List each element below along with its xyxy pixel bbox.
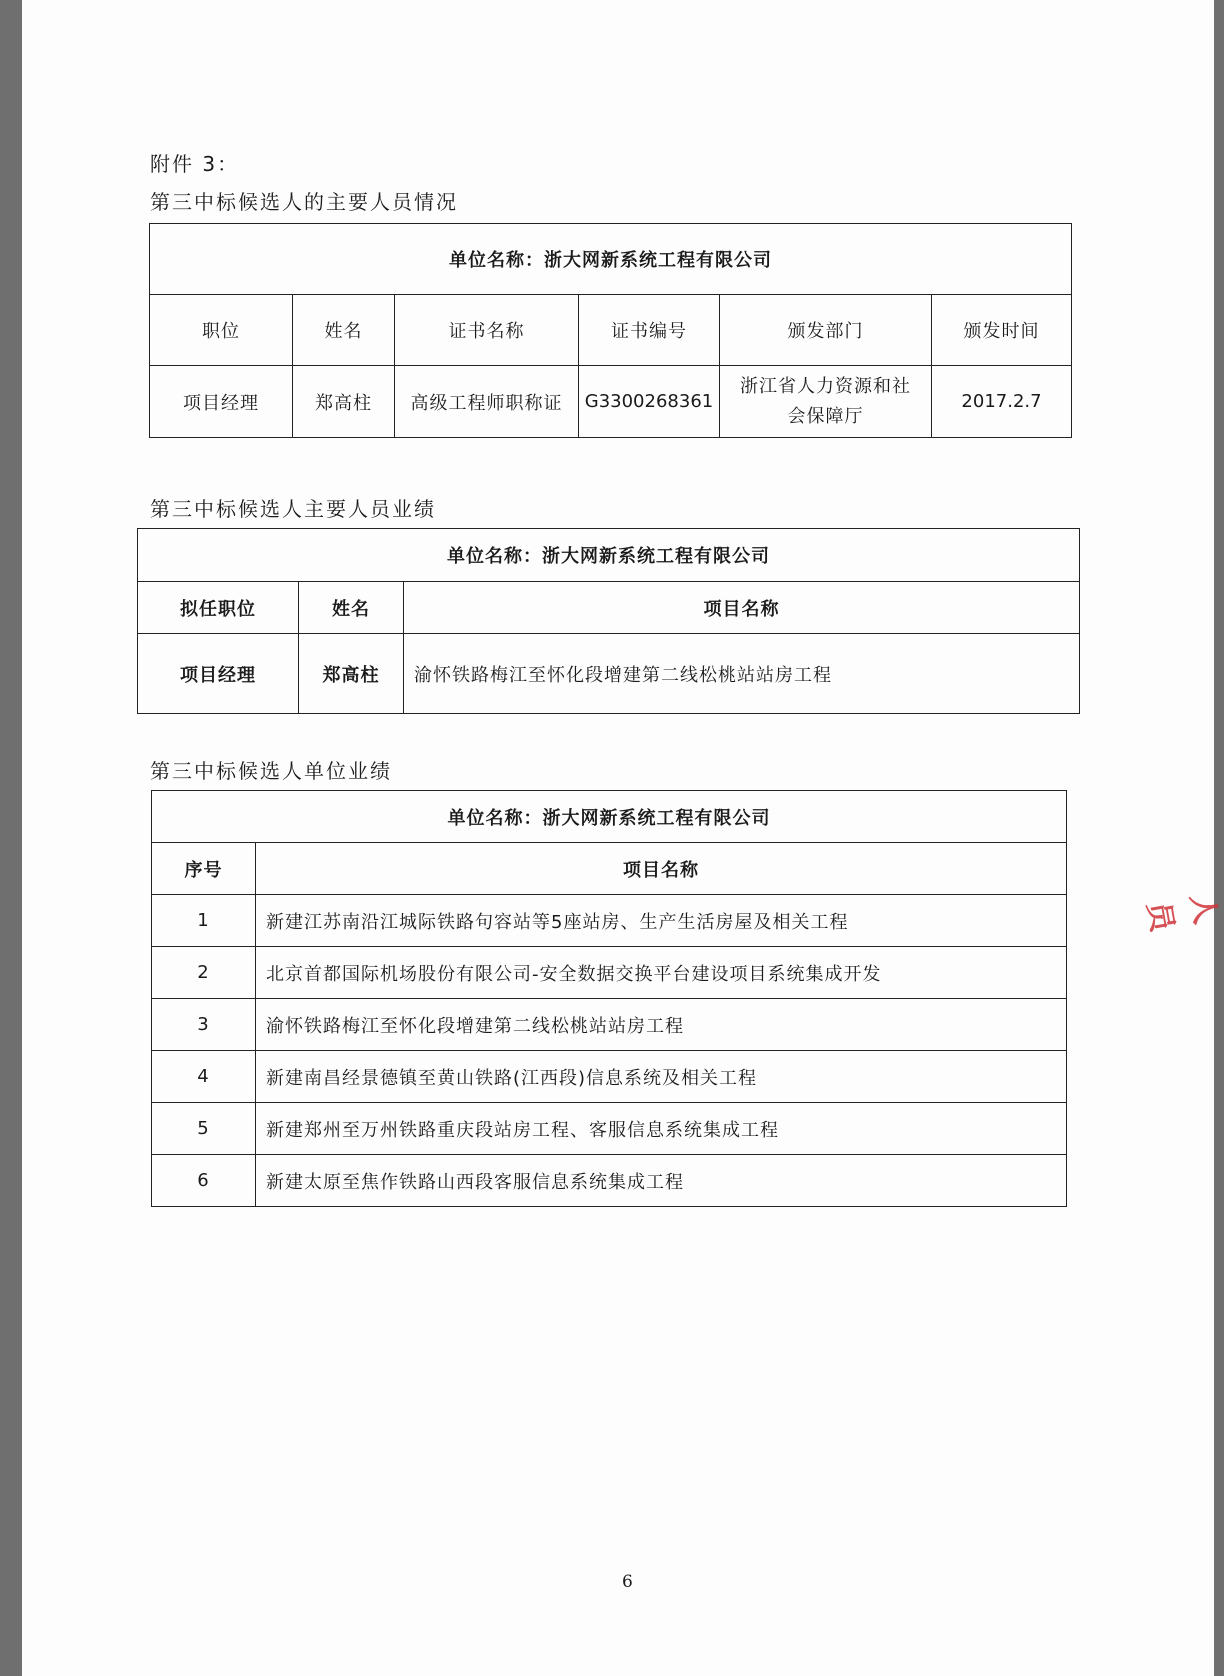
attachment-label: 附件 3： [150, 152, 240, 176]
row-number-cell: 3 [152, 999, 256, 1051]
section2-title: 第三中标候选人主要人员业绩 [150, 497, 436, 521]
row-number-cell: 2 [152, 947, 256, 999]
row-number-cell: 6 [152, 1155, 256, 1207]
header-cell: 颁发部门 [720, 295, 932, 366]
company-performance-table [151, 790, 1067, 1207]
personnel-table [149, 223, 1072, 438]
name-cell: 郑高柱 [299, 634, 404, 714]
seal-stamp: 人 员 [1139, 891, 1223, 935]
header-cell: 序号 [152, 843, 256, 895]
project-cell: 渝怀铁路梅江至怀化段增建第二线松桃站站房工程 [256, 999, 1067, 1051]
header-cell: 姓名 [293, 295, 395, 366]
project-cell: 新建郑州至万州铁路重庆段站房工程、客服信息系统集成工程 [256, 1103, 1067, 1155]
table-row [152, 999, 1067, 1051]
header-cell: 项目名称 [404, 582, 1080, 634]
document-page [22, 0, 1223, 1676]
position-cell: 项目经理 [150, 366, 293, 438]
issuer-cell [720, 366, 932, 438]
project-cell: 新建南昌经景德镇至黄山铁路(江西段)信息系统及相关工程 [256, 1051, 1067, 1103]
project-cell: 渝怀铁路梅江至怀化段增建第二线松桃站站房工程 [404, 634, 1080, 714]
header-cell: 颁发时间 [932, 295, 1072, 366]
unit-name-cell: 单位名称：浙大网新系统工程有限公司 [152, 791, 1067, 843]
date-cell: 2017.2.7 [932, 366, 1072, 438]
project-cell: 新建太原至焦作铁路山西段客服信息系统集成工程 [256, 1155, 1067, 1207]
header-cell: 职位 [150, 295, 293, 366]
name-cell: 郑高柱 [293, 366, 395, 438]
table-row [138, 634, 1080, 714]
position-cell: 项目经理 [138, 634, 299, 714]
row-number-cell: 1 [152, 895, 256, 947]
project-cell: 新建江苏南沿江城际铁路句容站等5座站房、生产生活房屋及相关工程 [256, 895, 1067, 947]
table-row [152, 1051, 1067, 1103]
header-cell: 拟任职位 [138, 582, 299, 634]
table-header-row [150, 295, 1072, 366]
cert-no-cell: G3300268361 [579, 366, 720, 438]
cert-name-cell: 高级工程师职称证 [395, 366, 579, 438]
performance-table [137, 528, 1080, 714]
table-header-row [152, 843, 1067, 895]
header-cell: 证书编号 [579, 295, 720, 366]
table-header-row [138, 582, 1080, 634]
table-row [150, 366, 1072, 438]
page-number: 6 [622, 1572, 633, 1592]
header-cell: 姓名 [299, 582, 404, 634]
table-row [152, 895, 1067, 947]
table-row [152, 1103, 1067, 1155]
issuer-text: 浙江省人力资源和社会保障厅 [740, 375, 911, 427]
row-number-cell: 4 [152, 1051, 256, 1103]
section1-title: 第三中标候选人的主要人员情况 [150, 190, 458, 214]
unit-name-cell: 单位名称：浙大网新系统工程有限公司 [150, 224, 1072, 295]
table-row [152, 1155, 1067, 1207]
row-number-cell: 5 [152, 1103, 256, 1155]
section3-title: 第三中标候选人单位业绩 [150, 759, 392, 783]
header-cell: 项目名称 [256, 843, 1067, 895]
project-cell: 北京首都国际机场股份有限公司-安全数据交换平台建设项目系统集成开发 [256, 947, 1067, 999]
unit-name-cell: 单位名称：浙大网新系统工程有限公司 [138, 529, 1080, 582]
table-row [152, 947, 1067, 999]
header-cell: 证书名称 [395, 295, 579, 366]
